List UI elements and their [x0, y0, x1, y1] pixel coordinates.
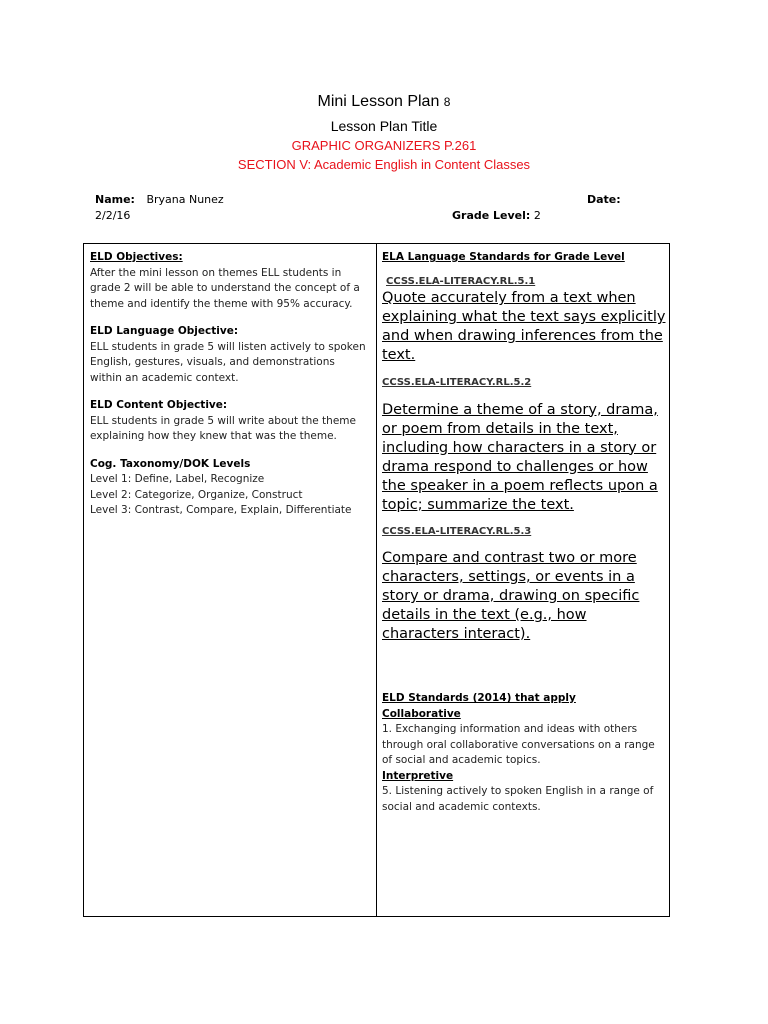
interpretive-heading: Interpretive	[382, 769, 454, 782]
lesson-plan-subtitle: Lesson Plan Title	[330, 118, 438, 134]
name-value: Bryana Nunez	[146, 193, 224, 206]
language-objective-text: ELL students in grade 5 will listen actively to spoken English, gestures, visuals, and demonstrations within an academic context.	[90, 340, 366, 384]
lesson-section: SECTION V: Academic English in Content Classes	[237, 157, 531, 172]
dok-level-3: Level 3: Contrast, Compare, Explain, Differentiate	[90, 504, 352, 516]
content-objective-text: ELL students in grade 5 will write about the theme explaining how they knew that was the theme.	[90, 414, 356, 442]
standard-2-code: CCSS.ELA-LITERACY.RL.5.2	[382, 377, 532, 388]
collaborative-text: 1. Exchanging information and ideas with others through oral collaborative conversations on a range of social and academic topics.	[382, 723, 655, 766]
standard-3-code: CCSS.ELA-LITERACY.RL.5.3	[382, 525, 532, 537]
eld-standards-heading: ELD Standards (2014) that apply	[382, 692, 576, 704]
grade-level-field	[452, 209, 541, 222]
eld-objectives-heading: ELD Objectives:	[90, 251, 183, 263]
lesson-plan-table	[83, 243, 670, 917]
document-title	[0, 93, 768, 111]
eld-objectives-text: After the mini lesson on themes ELL students in grade 2 will be able to understand the concept of a theme and identify the theme with 95% accuracy.	[90, 266, 360, 310]
name-label: Name:	[95, 193, 135, 206]
date-value: 2/2/16	[95, 209, 131, 222]
standard-3-text: Compare and contrast two or more characters, settings, or events in a story or drama, drawing on specific details in the text (e.g., how characters interact).	[382, 550, 640, 642]
grade-value: 2	[533, 209, 541, 222]
title-number: 8	[443, 95, 451, 109]
interpretive-text: 5. Listening actively to spoken English in a range of social and academic contexts.	[382, 785, 654, 813]
content-objective-heading: ELD Content Objective:	[90, 399, 228, 411]
column-divider	[376, 244, 377, 916]
ela-standards-heading: ELA Language Standards for Grade Level	[382, 251, 625, 263]
dok-level-2: Level 2: Categorize, Organize, Construct	[90, 488, 303, 501]
standard-1-code: CCSS.ELA-LITERACY.RL.5.1	[386, 275, 536, 287]
taxonomy-heading: Cog. Taxonomy/DOK Levels	[90, 457, 251, 470]
grade-label: Grade Level:	[452, 209, 531, 222]
standard-1-text: Quote accurately from a text when explaining what the text says explicitly and when drawing inferences from the text.	[382, 290, 666, 363]
date-field	[587, 193, 621, 206]
date-label: Date:	[587, 193, 621, 206]
standards-column	[382, 250, 667, 815]
objectives-column	[90, 250, 370, 519]
dok-level-1: Level 1: Define, Label, Recognize	[90, 473, 265, 485]
standard-2-text: Determine a theme of a story, drama, or poem from details in the text, including how characters in a story or drama respond to challenges or how the speaker in a poem reflects upon a topic; summarize the text.	[382, 401, 658, 513]
name-field	[95, 193, 224, 206]
collaborative-heading: Collaborative	[382, 707, 461, 720]
lesson-topic: GRAPHIC ORGANIZERS P.261	[291, 138, 477, 153]
language-objective-heading: ELD Language Objective:	[90, 325, 239, 337]
title-text: Mini Lesson Plan	[317, 93, 440, 110]
